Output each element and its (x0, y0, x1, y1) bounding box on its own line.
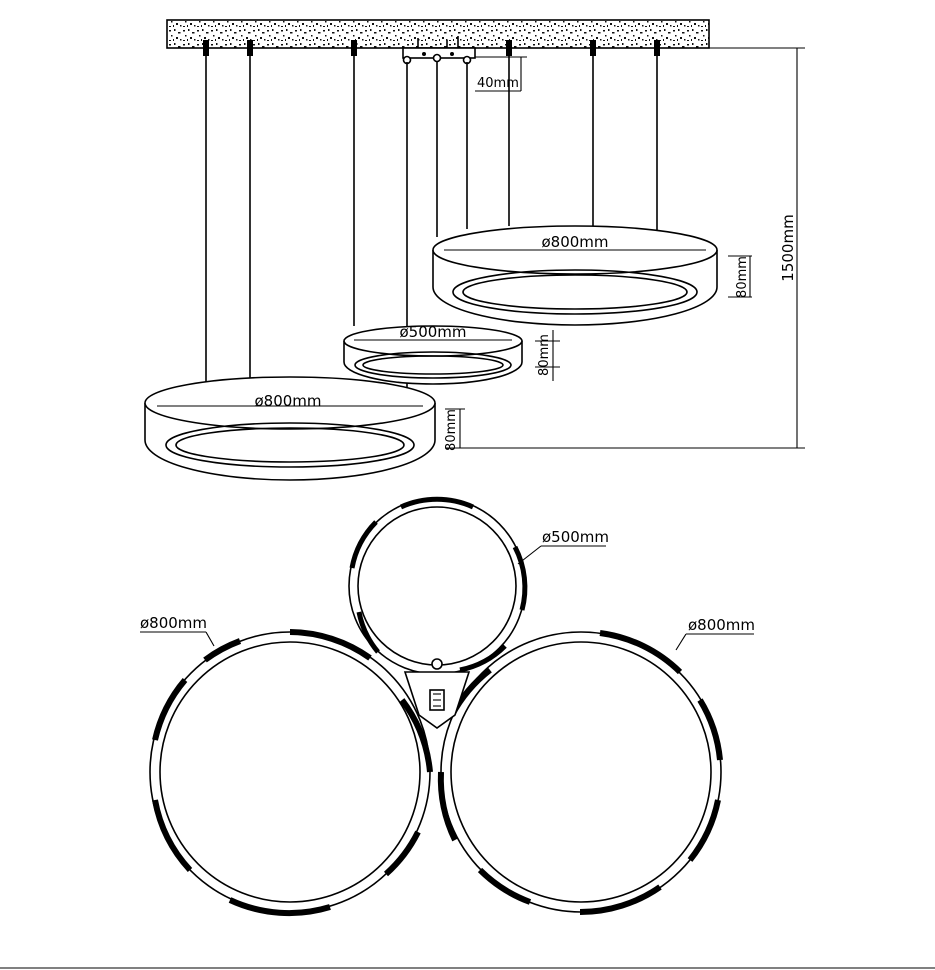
dim-height-lower (444, 409, 465, 451)
svg-text:ø800mm: ø800mm (688, 616, 756, 634)
svg-text:ø800mm: ø800mm (140, 614, 208, 632)
ring-small-side (344, 323, 522, 384)
ring-small-top (349, 498, 525, 674)
svg-text:ø500mm: ø500mm (542, 528, 610, 546)
svg-text:80mm: 80mm (537, 334, 552, 376)
ring-large-right-top (441, 632, 721, 912)
ring-small-diameter: ø500mm (399, 323, 467, 341)
dim-height-upper (728, 256, 752, 298)
top-view (140, 498, 755, 913)
side-view (145, 20, 805, 480)
svg-text:80mm: 80mm (735, 256, 750, 298)
ring-large-left-top (150, 632, 430, 913)
dim-height-middle (535, 330, 560, 381)
svg-text:80mm: 80mm (444, 409, 459, 451)
ring-large-right-diameter: ø800mm (541, 233, 609, 251)
ring-large-right-side (433, 226, 717, 325)
top-view-labels (140, 528, 755, 650)
ring-large-left-diameter: ø800mm (254, 392, 322, 410)
dim-canopy-drop (475, 57, 527, 91)
svg-text:1500mm: 1500mm (779, 214, 797, 282)
svg-text:40mm: 40mm (477, 76, 519, 91)
ring-large-left-side (145, 377, 435, 480)
